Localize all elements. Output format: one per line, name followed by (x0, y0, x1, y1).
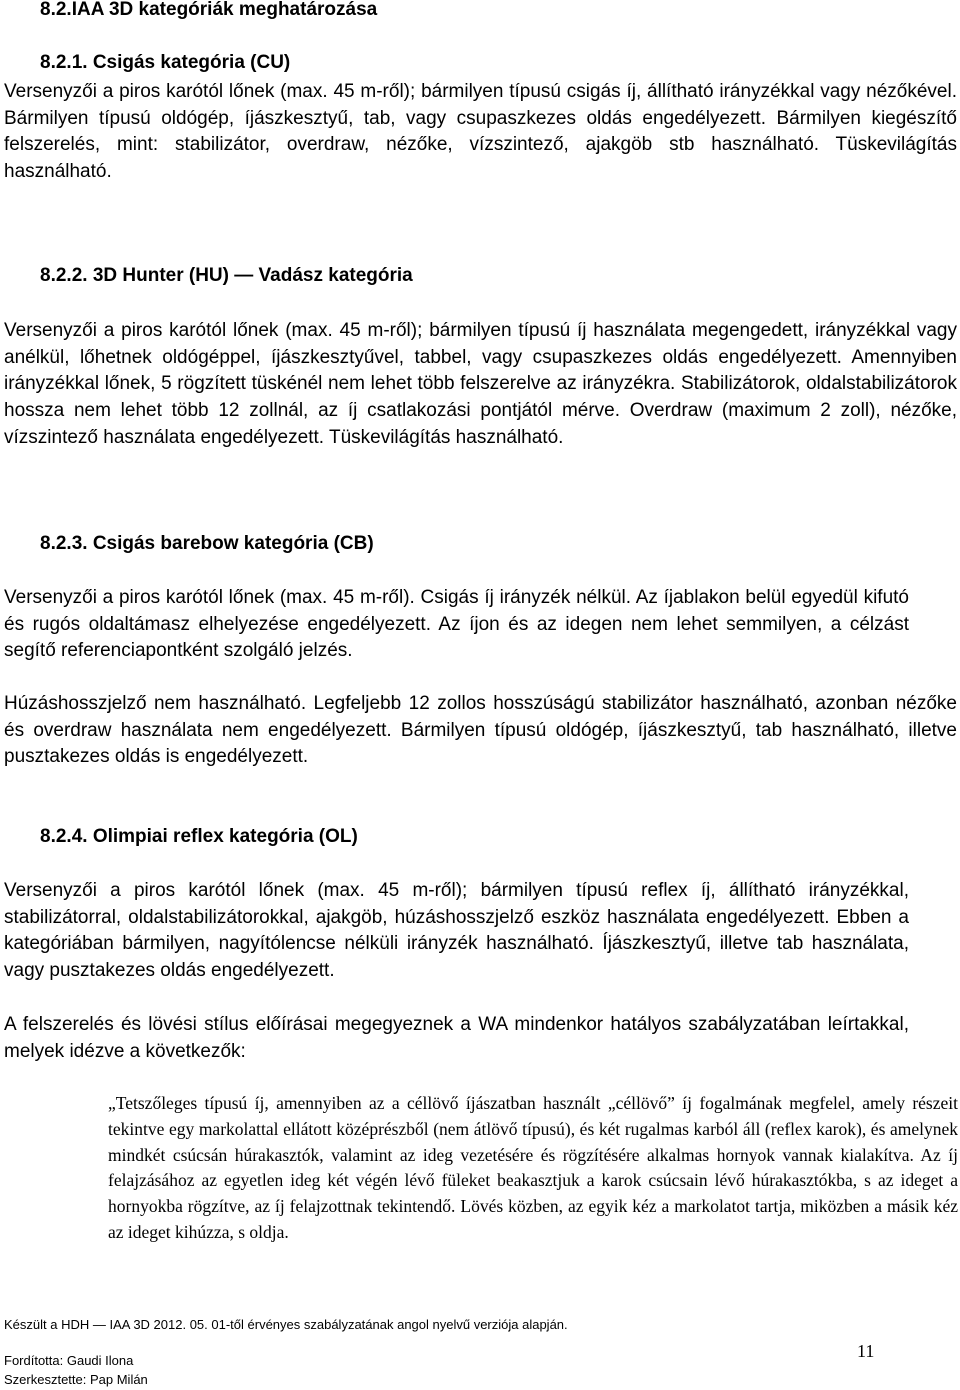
paragraph-ol-2: A felszerelés és lövési stílus előírásai megegyeznek a WA mindenkor hatályos szabályzatában leírtakkal, melyek idézve a következők: (4, 1014, 909, 1062)
paragraph-cu: Versenyzői a piros karótól lőnek (max. 45 m-ről); bármilyen típusú csigás íj, állítható irányzékkal vagy nézőkével. Bármilyen típusú oldógép, íjászkesztyű, tab, vagy csupaszkezes oldás engedélyezett. Bármilyen kiegészítő felszerelés, mint: stabilizátor, overdraw, nézőke, vízszintező, ajakgöb stb használható. Tüskevilágítás használható. (4, 81, 957, 183)
paragraph-cb-2: Húzáshosszjelző nem használható. Legfeljebb 12 zollos hosszúságú stabilizátor használható, azonban nézőke és overdraw használata nem engedélyezett. Bármilyen típusú oldógép, íjászkesztyű, tab használható, illetve pusztakezes oldás is engedélyezett. (4, 693, 957, 768)
paragraph-hu: Versenyzői a piros karótól lőnek (max. 45 m-ről); bármilyen típusú íj használata megengedett, irányzékkal vagy anélkül, lőhetnek oldógéppel, íjászkesztyűvel, tabbel, vagy csupaszkezes oldás engedélyezett. Amennyiben irányzékkal lőnek, 5 rögzített tüskénél nem lehet több felszerelve az irányzékra. Stabilizátorok, oldalstabilizátorok hossza nem lehet több 12 zollnál, az íj csatlakozási pontjától mérve. Overdraw (maximum 2 zoll), nézőke, vízszintező használata engedélyezett. Tüskevilágítás használható. (4, 320, 957, 448)
paragraph-cb-1: Versenyzői a piros karótól lőnek (max. 45 m-ről). Csigás íj irányzék nélkül. Az íjablakon belül egyedül kifutó és rugós oldaltámasz elhelyezése engedélyezett. Az íjon és az idegen nem lehet semmilyen, a célzást segítő referenciapontként szolgáló jelzés. (4, 587, 909, 662)
section-heading-main: 8.2.IAA 3D kategóriák meghatározása (40, 0, 378, 20)
footer-made-note: Készült a HDH — IAA 3D 2012. 05. 01-től érvényes szabályzatának angol nyelvű verziója alapján. (4, 1317, 568, 1332)
section-heading-cb: 8.2.3. Csigás barebow kategória (CB) (40, 533, 374, 554)
paragraph-ol-1: Versenyzői a piros karótól lőnek (max. 45 m-ről); bármilyen típusú reflex íj, állítható irányzékkal, stabilizátorral, oldalstabilizátorokkal, ajakgöb, húzáshosszjelző eszköz használata engedélyezett. Ebben a kategóriában bármilyen, nagyítólencse nélküli irányzék használható. Íjászkesztyű, illetve tab használata, vagy pusztakezes oldás engedélyezett. (4, 880, 909, 982)
page-number: 11 (857, 1341, 875, 1361)
footer-translator: Fordította: Gaudi Ilona (4, 1353, 134, 1368)
footer-editor: Szerkesztette: Pap Milán (4, 1372, 148, 1387)
section-heading-cu: 8.2.1. Csigás kategória (CU) (40, 52, 291, 73)
section-heading-hu: 8.2.2. 3D Hunter (HU) — Vadász kategória (40, 265, 413, 286)
section-heading-ol: 8.2.4. Olimpiai reflex kategória (OL) (40, 826, 358, 847)
wa-rule-quote: „Tetszőleges típusú íj, amennyiben az a céllövő íjászatban használt „céllövő” íj fogalmának megfelel, amely részeit tekintve egy markolattal ellátott középrészből (nem átlövő típusú), és két rugalmas karból áll (reflex karok), és amelynek mindkét csúcsán húrakasztók, valamint az ideg vezetésére és rögzítésére alkalmas hornyok vannak kialakítva. Az íj felajzásához az egyetlen ideg két végén lévő füleket beakasztjuk a karok csúcsain lévő húrakasztókba, s az ideget a hornyokba rögzítve, az íj felajzottnak tekintendő. Lövés közben, az egyik kéz a markolatot tartja, miközben a másik kéz az ideget kihúzza, s oldja. (108, 1093, 958, 1242)
